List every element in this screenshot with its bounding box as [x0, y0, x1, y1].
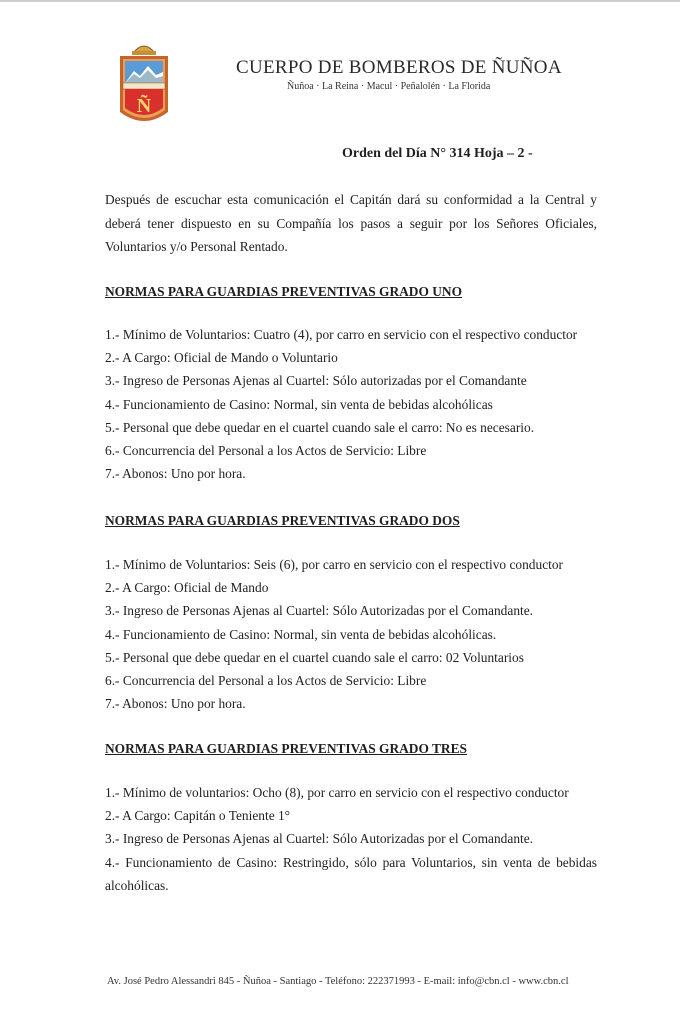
rule-list-grado-uno [105, 323, 597, 485]
section-heading-grado-dos: NORMAS PARA GUARDIAS PREVENTIVAS GRADO DOS [105, 513, 460, 528]
list-item: 4.- Funcionamiento de Casino: Normal, sin venta de bebidas alcohólicas [105, 396, 493, 412]
list-item: 3.- Ingreso de Personas Ajenas al Cuartel: Sólo Autorizadas por el Comandante. [105, 603, 534, 619]
intro-paragraph: Después de escuchar esta comunicación el Capitán dará su conformidad a la Central y deberá tener dispuesto en su Compañía los pasos a seguir por los Señores Oficiales, Voluntarios y/o Personal Rentado. [105, 192, 597, 254]
list-item: 5.- Personal que debe quedar en el cuartel cuando sale el carro: 02 Voluntarios [105, 649, 524, 665]
footer-contact-info: Av. José Pedro Alessandri 845 - Ñuñoa - Santiago - Teléfono: 222371993 - E-mail: info@cbn.cl - www.cbn.cl [107, 976, 569, 987]
organization-communes: Ñuñoa · La Reina · Macul · Peñalolén · La Florida [287, 81, 491, 92]
list-item: 3.- Ingreso de Personas Ajenas al Cuartel: Sólo autorizadas por el Comandante [105, 373, 527, 389]
list-item: 4.- Funcionamiento de Casino: Normal, sin venta de bebidas alcohólicas. [105, 626, 497, 642]
list-item: 2.- A Cargo: Oficial de Mando [105, 580, 269, 596]
list-item: 1.- Mínimo de voluntarios: Ocho (8), por carro en servicio con el respectivo conductor [105, 785, 569, 800]
list-item: 2.- A Cargo: Capitán o Teniente 1° [105, 808, 291, 824]
list-item: 1.- Mínimo de Voluntarios: Seis (6), por carro en servicio con el respectivo conductor [105, 557, 564, 572]
page-top-edge [0, 0, 680, 2]
list-item: 3.- Ingreso de Personas Ajenas al Cuartel: Sólo Autorizadas por el Comandante. [105, 831, 534, 847]
list-item: 1.- Mínimo de Voluntarios: Cuatro (4), por carro en servicio con el respectivo conductor [105, 327, 578, 342]
section-heading-grado-tres: NORMAS PARA GUARDIAS PREVENTIVAS GRADO TRES [105, 741, 467, 756]
rule-list-grado-dos [105, 553, 597, 715]
list-item: 7.- Abonos: Uno por hora. [105, 466, 246, 482]
list-item: 2.- A Cargo: Oficial de Mando o Voluntario [105, 350, 338, 366]
organization-name: CUERPO DE BOMBEROS DE ÑUÑOA [236, 57, 562, 78]
list-item: 6.- Concurrencia del Personal a los Actos de Servicio: Libre [105, 443, 427, 459]
order-title: Orden del Día N° 314 Hoja – 2 - [342, 146, 533, 161]
svg-text:Ñ: Ñ [136, 95, 152, 117]
list-item: 7.- Abonos: Uno por hora. [105, 696, 246, 712]
list-item: 6.- Concurrencia del Personal a los Actos de Servicio: Libre [105, 673, 427, 689]
fire-department-crest-logo [116, 38, 172, 130]
rule-list-grado-tres [105, 781, 597, 897]
list-item: 4.- Funcionamiento de Casino: Restringido, sólo para Voluntarios, sin venta de bebidas alcohólicas. [105, 854, 597, 893]
section-heading-grado-uno: NORMAS PARA GUARDIAS PREVENTIVAS GRADO UNO [105, 284, 462, 299]
list-item: 5.- Personal que debe quedar en el cuartel cuando sale el carro: No es necesario. [105, 419, 535, 435]
